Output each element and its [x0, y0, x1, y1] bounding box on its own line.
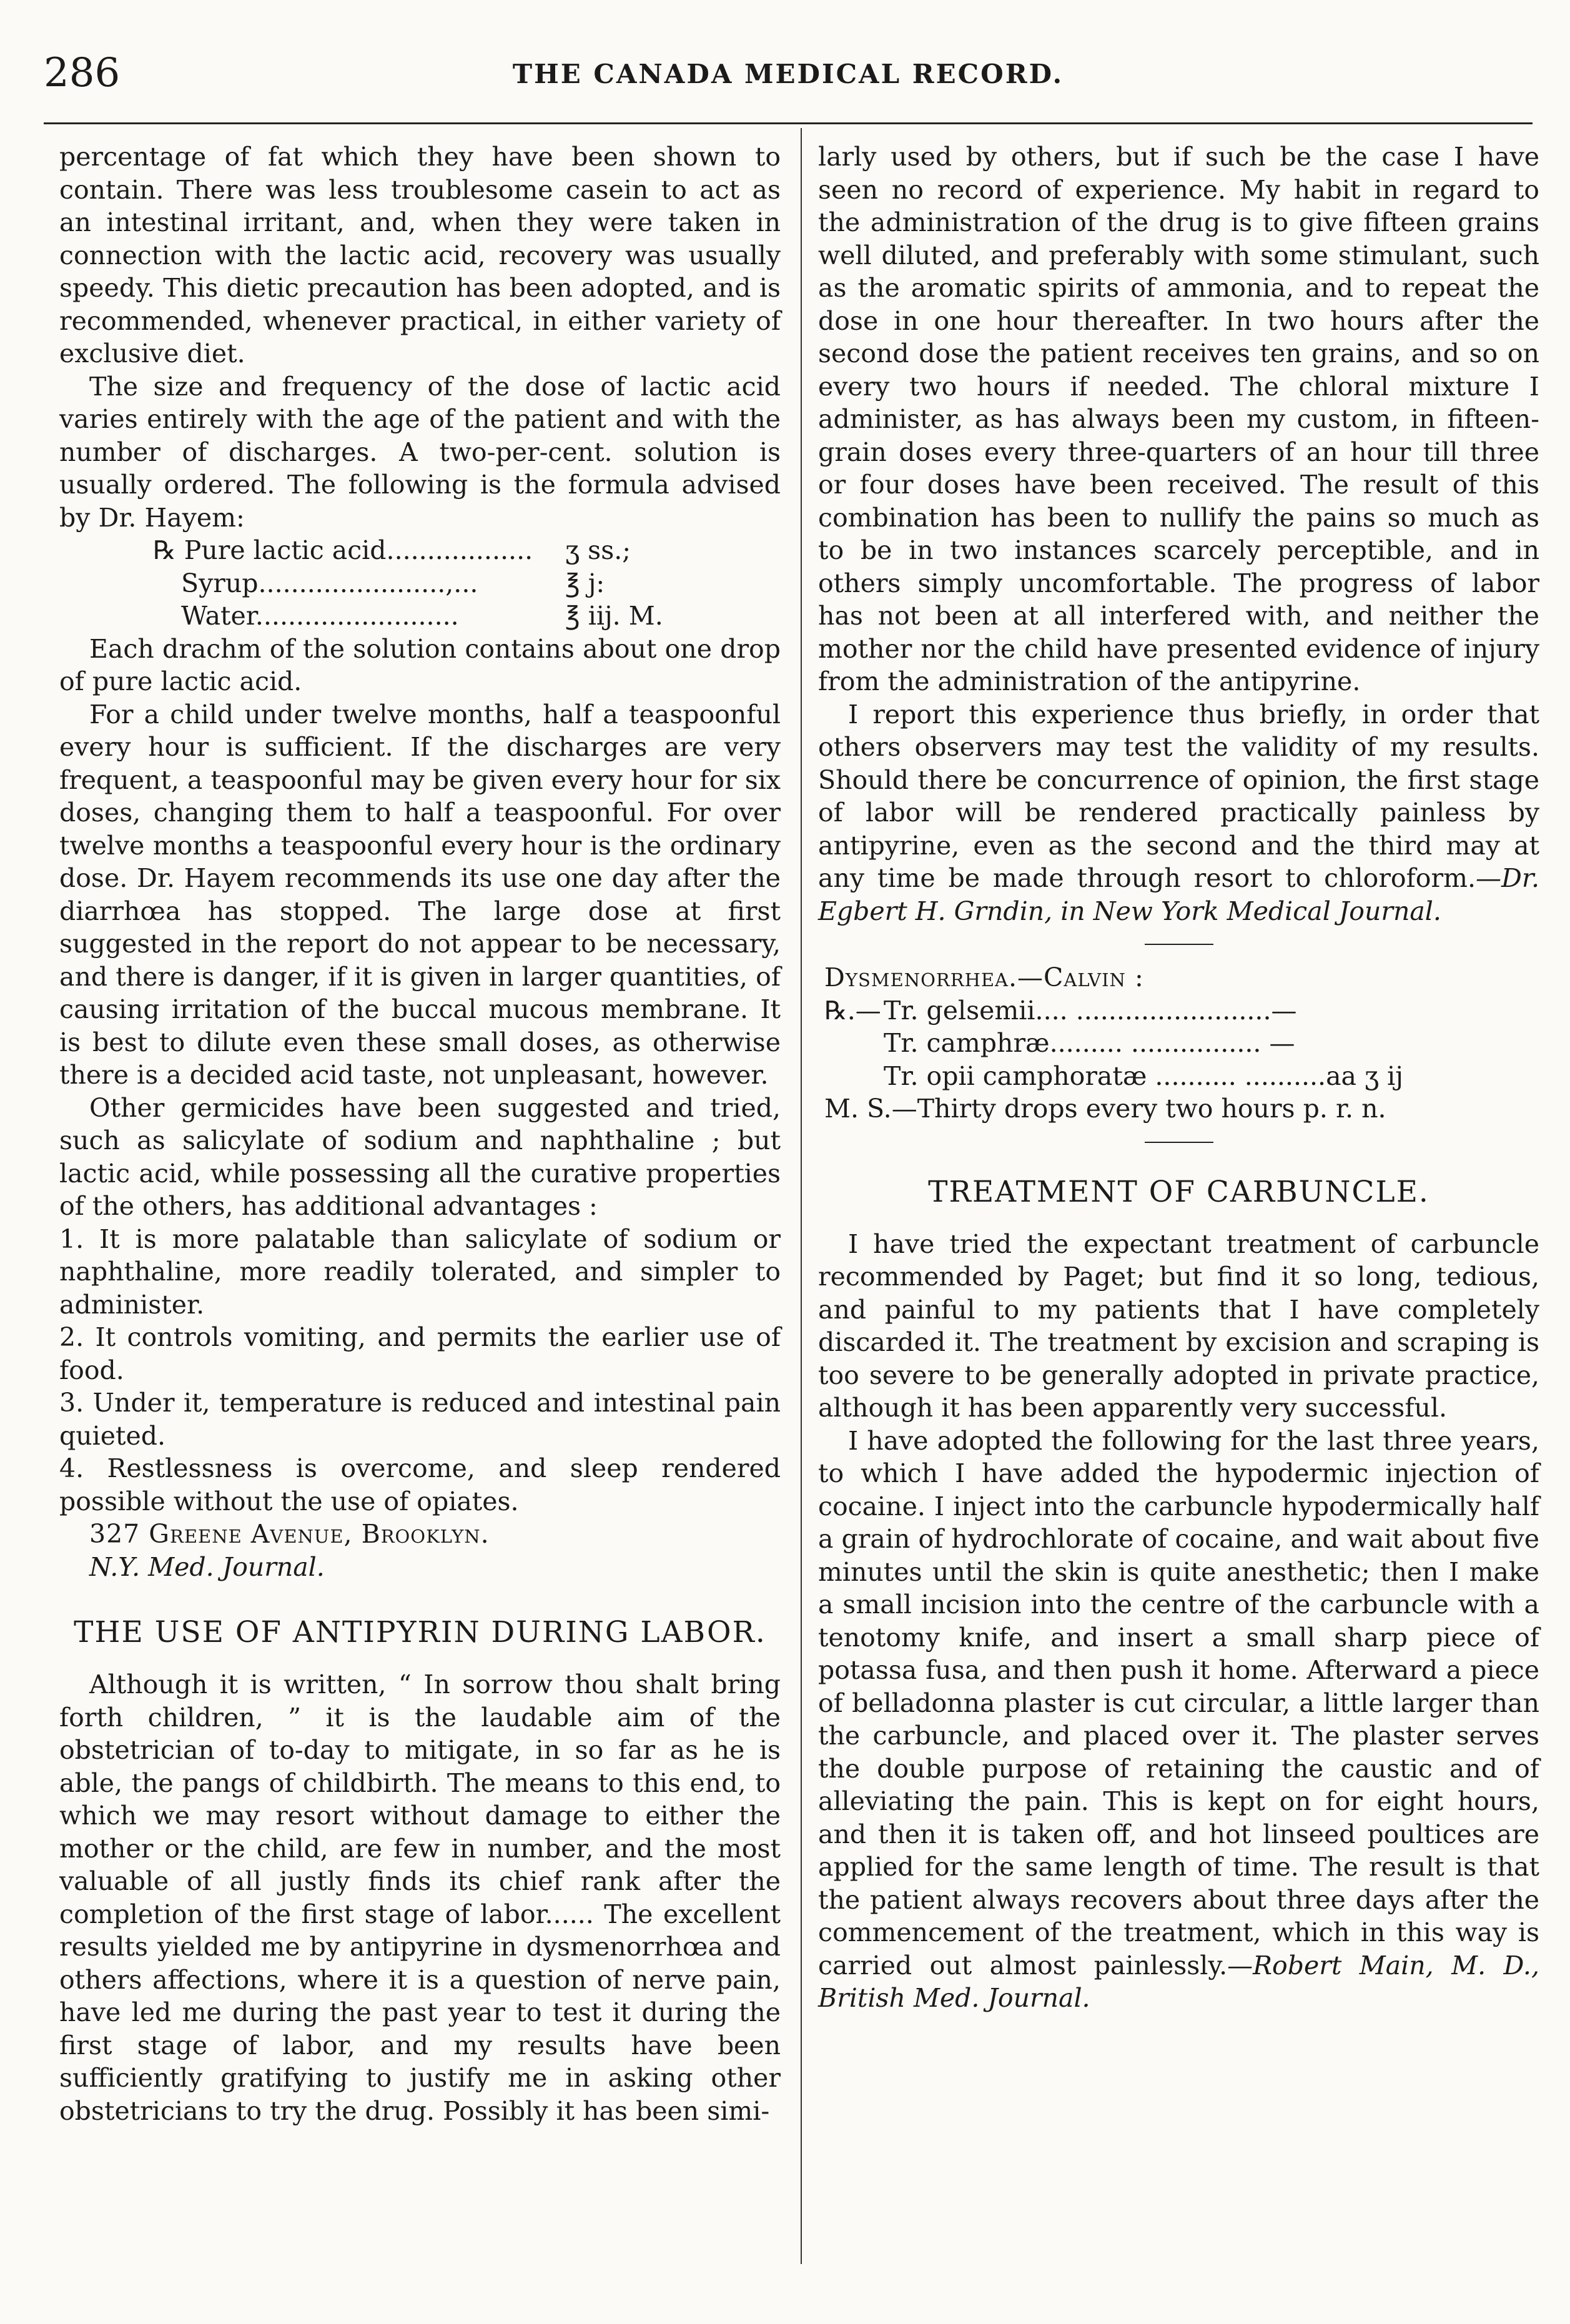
prescription-row — [824, 994, 1539, 1027]
paragraph: Other germicides have been suggested and tried, such as salicylate of sodium and naphthaline ; but lactic acid, while possessing all the curative properties of the others, has additional advantages : — [59, 1092, 781, 1221]
paragraph: percentage of fat which they have been shown to contain. There was less troublesome casein to act as an intestinal irritant, and, when they were taken in connection with the lactic acid, recovery was usually speedy. This dietic precaution has been adopted, and is recommended, whenever practical, in either variety of exclusive diet. — [59, 142, 781, 368]
left-column — [59, 141, 781, 2127]
formula-row — [153, 534, 781, 567]
formula-row — [153, 600, 781, 633]
paragraph: The size and frequency of the dose of lactic acid varies entirely with the age of the patient and with the number of discharges. A two-per-cent. solution is usually ordered. The following is the formula advised by Dr. Hayem: — [59, 371, 781, 533]
author-address: 327 Greene Avenue, Brooklyn. — [89, 1519, 490, 1549]
prescription-line: Tr. gelsemii.... ........................— — [884, 995, 1297, 1026]
column-divider — [801, 128, 802, 2264]
page-number: 286 — [44, 50, 121, 96]
formula-ingredient: Syrup.......................,... — [181, 568, 478, 598]
advantages-list — [59, 1223, 781, 1518]
source-citation: N.Y. Med. Journal. — [89, 1551, 325, 1582]
list-item: 2. It controls vomiting, and permits the earlier use of food. — [59, 1322, 781, 1385]
lactic-acid-formula — [153, 534, 781, 633]
list-item: 3. Under it, temperature is reduced and intestinal pain quieted. — [59, 1388, 781, 1451]
formula-row — [153, 567, 781, 600]
source-citation: —Robert Main, M. D., British Med. Journal. — [818, 1950, 1539, 2013]
prescription-row — [824, 1060, 1539, 1093]
journal-title: THE CANADA MEDICAL RECORD. — [512, 59, 1064, 89]
prescription-title: Dysmenorrhea.—Calvin : — [824, 962, 1144, 992]
section-rule — [1145, 944, 1213, 945]
formula-quantity: ʒ ss.; — [565, 535, 631, 565]
paragraph: Each drachm of the solution contains about one drop of pure lactic acid. — [59, 633, 781, 696]
paragraph: I have tried the expectant treatment of carbuncle recommended by Paget; but find it so long, tedious, and painful to my patients that I have completely discarded it. The treatment by excision and scraping is too severe to be generally adopted in private practice, although it has been apparently very successful. — [818, 1229, 1539, 1423]
formula-quantity: ℥ iij. M. — [565, 601, 663, 631]
formula-ingredient: ℞ Pure lactic acid.................. — [153, 535, 533, 565]
article-heading-carbuncle: TREATMENT OF CARBUNCLE. — [928, 1174, 1429, 1209]
paragraph: Although it is written, “ In sorrow thou shalt bring forth children, ” it is the laudable aim of the obstetrician of to-day to mitigate, in so far as he is able, the pangs of childbirth. The means to this end, to which we may resort without damage to either the mother or the child, are few in number, and the most valuable of all justly finds its chief rank after the completion of the first stage of labor...... The excellent results yielded me by antipyrine in dysmenorrhœa and others affections, where it is a question of nerve pain, have led me during the past year to test it during the first stage of labor, and my results have been sufficiently gratifying to justify me in asking other obstetricians to try the drug. Possibly it has been simi- — [59, 1669, 781, 2126]
article-heading-antipyrin: THE USE OF ANTIPYRIN DURING LABOR. — [74, 1615, 766, 1649]
right-column — [818, 141, 1539, 2015]
prescription-line: Tr. camphræ......... ................ — — [884, 1028, 1295, 1058]
paragraph — [818, 1425, 1539, 2015]
list-item: 1. It is more palatable than salicylate of sodium or naphthaline, more readily tolerated, and simpler to administer. — [59, 1224, 781, 1320]
prescription-label — [824, 1060, 884, 1093]
prescription-directions: M. S.—Thirty drops every two hours p. r. n. — [824, 1094, 1386, 1124]
formula-ingredient: Water......................... — [181, 601, 459, 631]
dysmenorrhea-prescription — [824, 961, 1539, 1125]
page-header — [44, 50, 1533, 119]
list-item: 4. Restlessness is overcome, and sleep rendered possible without the use of opiates. — [59, 1453, 781, 1516]
paragraph — [818, 698, 1539, 928]
paragraph: larly used by others, but if such be the case I have seen no record of experience. My habit in regard to the administration of the drug is to give fifteen grains well diluted, and preferably with some stimulant, such as the aromatic spirits of ammonia, and to repeat the dose in one hour thereafter. In two hours after the second dose the patient receives ten grains, and so on every two hours if needed. The chloral mixture I administer, as has always been my custom, in fifteen-grain doses every three-quarters of an hour till three or four doses have been received. The result of this combination has been to nullify the pains so much as to be in two instances scarcely perceptible, and in others simply uncomfortable. The progress of labor has not been at all interfered with, and neither the mother nor the child have presented evidence of injury from the administration of the antipyrine. — [818, 142, 1539, 696]
paragraph-text: I report this experience thus briefly, in order that others observers may test the validity of my results. Should there be concurrence of opinion, the first stage of labor will be rendered practically painless by antipyrine, even as the second and the third may at any time be made through resort to chloroform. — [818, 699, 1539, 893]
source-citation: —Dr. Egbert H. Grndin, in New York Medical Journal. — [818, 863, 1539, 926]
prescription-line: Tr. opii camphoratæ .......... ..........aa ʒ ij — [884, 1061, 1404, 1091]
header-rule — [44, 122, 1533, 124]
prescription-row — [824, 1027, 1539, 1060]
prescription-label: ℞.— — [824, 995, 881, 1026]
section-rule — [1145, 1142, 1213, 1143]
formula-quantity: ℥ j: — [565, 568, 605, 598]
paragraph: For a child under twelve months, half a teaspoonful every hour is sufficient. If the discharges are very frequent, a teaspoonful may be given every hour for six doses, changing them to half a teaspoonful. For over twelve months a teaspoonful every hour is the ordinary dose. Dr. Hayem recommends its use one day after the diarrhœa has stopped. The large dose at first suggested in the report do not appear to be necessary, and there is danger, if it is given in larger quantities, of causing irritation of the buccal mucous membrane. It is best to dilute even these small doses, as otherwise there is a decided acid taste, not unpleasant, however. — [59, 699, 781, 1090]
prescription-label — [824, 1027, 884, 1060]
paragraph-text: I have adopted the following for the last three years, to which I have added the hypodermic injection of cocaine. I inject into the carbuncle hypodermically half a grain of hydrochlorate of cocaine, and wait about five minutes until the skin is quite anesthetic; then I make a small incision into the centre of the carbuncle with a tenotomy knife, and insert a small sharp piece of potassa fusa, and then push it home. Afterward a piece of belladonna plaster is cut circular, a little larger than the carbuncle, and placed over it. The plaster serves the double purpose of retaining the caustic and of alleviating the pain. This is kept on for eight hours, and then it is taken off, and hot linseed poultices are applied for the same length of time. The result is that the patient always recovers about three days after the commencement of the treatment, which in this way is carried out almost painlessly. — [818, 1425, 1539, 1980]
